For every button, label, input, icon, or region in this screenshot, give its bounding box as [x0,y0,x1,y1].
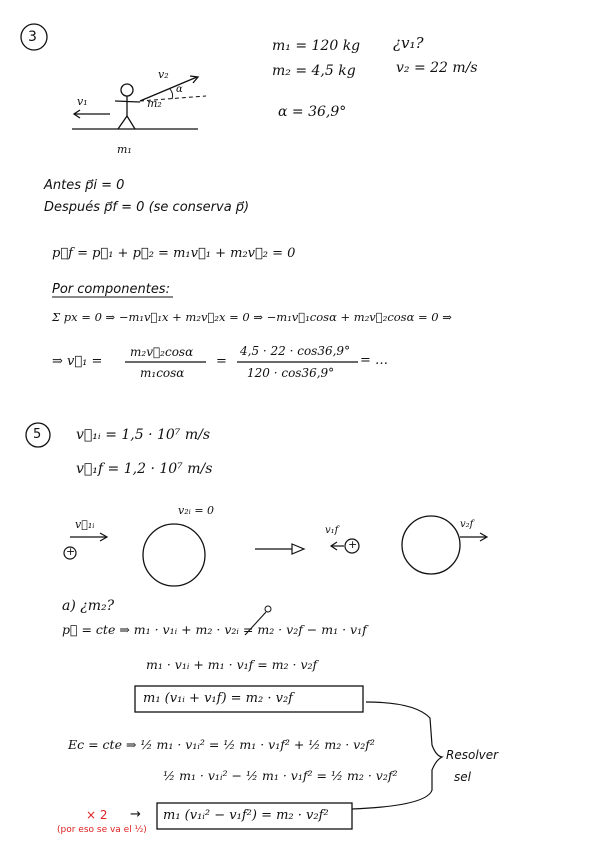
eq-kinetic-2: ½ m₁ · v₁ᵢ² − ½ m₁ · v₁f² = ½ m₂ · v₂f² [163,768,398,783]
fig-plus-after: + [348,538,358,551]
fig-v1f-label: v₁f [325,525,339,536]
v1-equals: = [216,354,227,369]
boxed-result-2: m₁ (v₁ᵢ² − v₁f²) = m₂ · v₂f² [163,808,329,823]
eq-px: Σ px = 0 ⇒ −m₁v⃗₁x + m₂v⃗₂x = 0 ⇒ −m₁v⃗₁cosα + m₂v⃗₂cosα = 0 ⇒ [52,310,452,324]
given-alpha: α = 36,9° [278,104,347,120]
fig-v2-label: v₂ [158,68,169,81]
v1-denominator: m₁cosα [140,366,185,380]
fig-alpha-label: α [176,84,183,95]
bracket [352,702,442,809]
fig-v2f-label: v₂f [460,519,474,530]
v1-lhs: ⇒ v⃗₁ = [52,354,103,369]
problem-5-number: 5 [33,427,42,442]
times-2-note: × 2 [86,808,108,822]
times-2-explanation: (por eso se va el ½) [57,825,147,835]
boxed-result-1: m₁ (v₁ᵢ + v₁f) = m₂ · v₂f [143,691,293,706]
part-a-question: a) ¿m₂? [62,598,115,614]
resolver-label: Resolver [446,748,499,762]
eq-momentum: p⃗ = cte ⇒ m₁ · v₁ᵢ + m₂ · v₂ᵢ = m₂ · v₂f − m₁ · v₁f [62,622,367,637]
eq-kinetic: Ec = cte ⇒ ½ m₁ · v₁ᵢ² = ½ m₁ · v₁f² + ½ m₂ · v₂f² [68,737,375,752]
given-v1i: v⃗₁ᵢ = 1,5 · 10⁷ m/s [76,427,211,443]
eq-momentum-2: m₁ · v₁ᵢ + m₁ · v₁f = m₂ · v₂f [146,657,318,672]
question-v1: ¿v₁? [393,34,424,52]
fig-v1-label: v₁ [77,95,88,108]
componentes-heading: Por componentes: [52,282,170,297]
target-after [402,516,460,574]
eq-pf: p⃗f = p⃗₁ + p⃗₂ = m₁v⃗₁ + m₂v⃗₂ = 0 [52,246,296,261]
given-v1f: v⃗₁f = 1,2 · 10⁷ m/s [76,461,213,477]
v1-tail: = … [360,353,389,368]
antes-line: Antes p⃗i = 0 [44,178,125,193]
fig-v1i-label: v⃗₁ᵢ [75,518,95,531]
fig-m1-label: m₁ [117,143,132,156]
arrow-to-box: → [130,807,141,822]
v1-numerator: m₂v⃗₂cosα [130,345,194,359]
target-before [143,524,205,586]
problem-3-number: 3 [28,29,37,45]
v1-numerator-2: 4,5 · 22 · cos36,9° [240,344,351,358]
sel-label: sel [454,770,471,784]
fig-plus-before: + [66,545,76,558]
given-m2: m₂ = 4,5 kg [272,63,356,79]
given-v2: v₂ = 22 m/s [396,60,478,76]
stick-figure [115,84,140,129]
given-m1: m₁ = 120 kg [272,38,361,54]
fig-v2i-label: v₂ᵢ = 0 [178,504,215,517]
fig-m2-label: m₂ [147,97,162,110]
v1-denominator-2: 120 · cos36,9° [247,366,335,380]
despues-line: Después p⃗f = 0 (se conserva p⃗) [44,200,250,215]
